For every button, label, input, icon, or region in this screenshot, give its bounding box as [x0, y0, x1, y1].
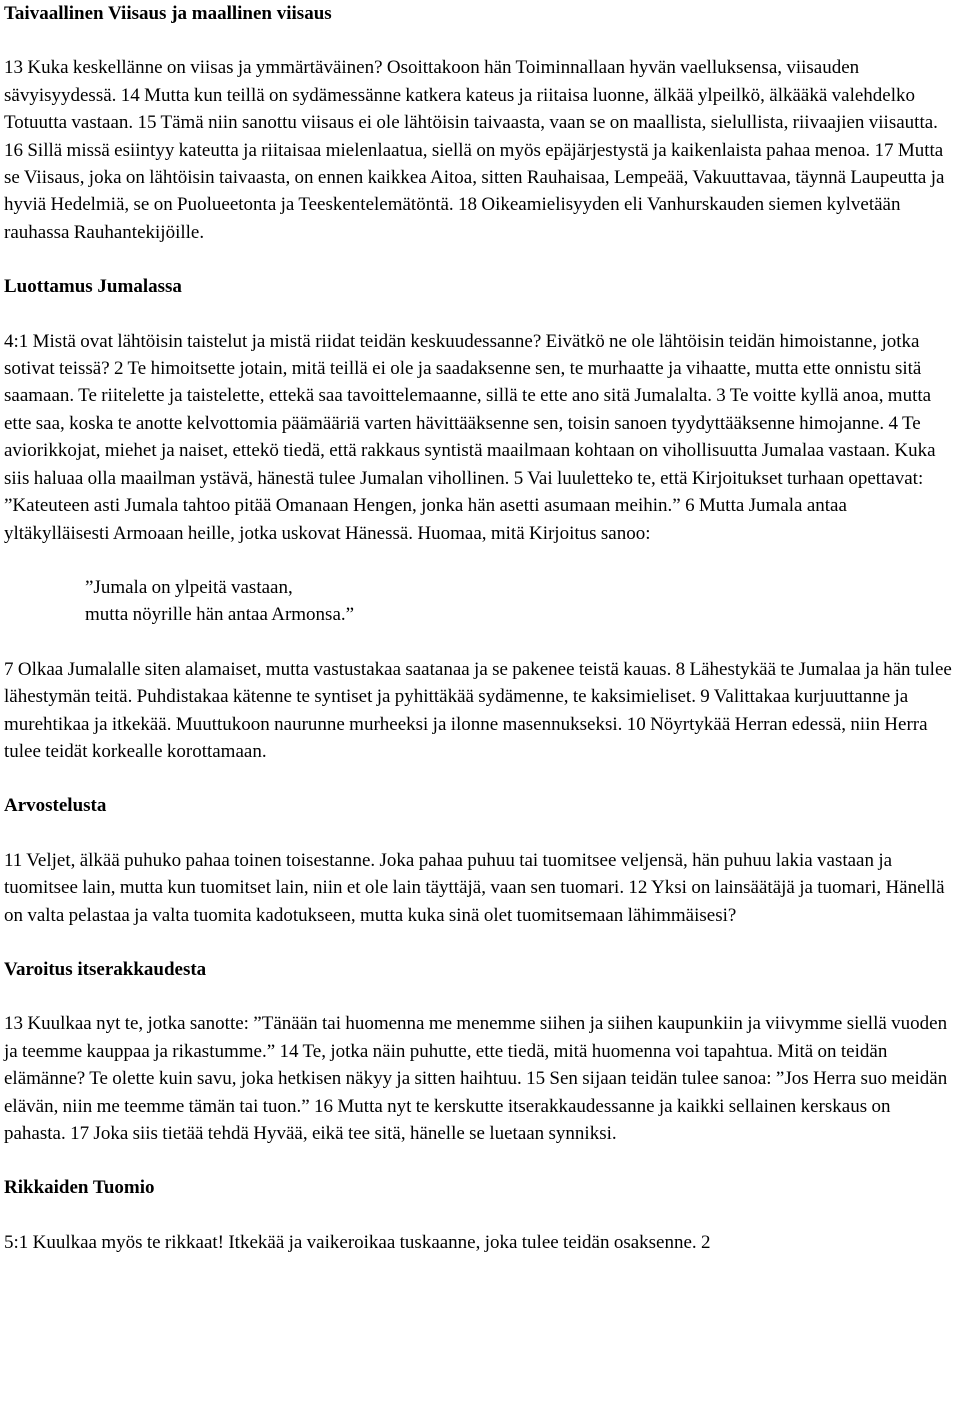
section-heading-trust-in-god: Luottamus Jumalassa: [4, 276, 182, 298]
section-heading-judgment-of-rich: Rikkaiden Tuomio: [4, 1177, 155, 1199]
section-heading-heavenly-wisdom: Taivaallinen Viisaus ja maallinen viisaus: [4, 3, 332, 24]
paragraph-warning-boasting: 13 Kuulkaa nyt te, jotka sanotte: ”Tänään tai huomenna me menemme siihen ja siihen kaupunkiin ja viivymme siellä vuoden ja teemme kauppaa ja rikastumme.” 14 Te, jotka näin puhutte, ette tiedä, mitä huomenna voi tapahtua. Mitä on teidän elämänne? Te olette kuin savu, joka hetkisen näkyy ja sitten haihtuu. 15 Sen sijaan teidän tulee sanoa: ”Jos Herra suo meidän elävän, niin me teemme tämän tai tuon.” 16 Mutta nyt te kerskutte itserakkaudessanne ja kaikki sellainen kerskaus on pahasta. 17 Joka siis tietää tehdä Hyvää, eikä tee sitä, hänelle se luetaan synniksi.: [4, 1013, 948, 1144]
quote-line-2: mutta nöyrille hän antaa Armonsa.”: [85, 604, 355, 626]
section-heading-judging: Arvostelusta: [4, 795, 107, 817]
paragraph-judging: 11 Veljet, älkää puhuko pahaa toinen toisestanne. Joka pahaa puhuu tai tuomitsee veljensä, hän puhuu lakia vastaan ja tuomitsee lain, mutta kun tuomitset lain, niin et ole lain täyttäjä, vaan sen tuomari. 12 Yksi on lainsäätäjä ja tuomari, Hänellä on valta pelastaa ja valta tuomita kadotukseen, mutta kuka sinä olet tuomitsemaan lähimmäisesi?: [4, 849, 945, 926]
paragraph-judgment-of-rich: 5:1 Kuulkaa myös te rikkaat! Itkekää ja vaikeroikaa tuskaanne, joka tulee teidän osaksenne. 2: [4, 1231, 711, 1253]
paragraph-after-quote: 7 Olkaa Jumalalle siten alamaiset, mutta vastustakaa saatanaa ja se pakenee teistä kauas. 8 Lähestykää te Jumalaa ja hän tulee lähestymän teitä. Puhdistakaa kätenne te syntiset ja pyhittäkää sydämenne, te kaksimieliset. 9 Valittakaa kurjuuttanne ja murehtikaa ja itkekää. Muuttukoon naurunne murheeksi ja ilonne masennukseksi. 10 Nöyrtykää Herran edessä, niin Herra tulee teidät korkealle korottamaan.: [4, 658, 952, 762]
paragraph-heavenly-wisdom: 13 Kuka keskellänne on viisas ja ymmärtäväinen? Osoittakoon hän Toiminnallaan hyvän vaelluksensa, viisauden sävyisyydessä. 14 Mutta kun teillä on sydämessänne katkera kateus ja riitaisa luonne, älkää ylpeilkö, älkääkä valehdelko Totuutta vastaan. 15 Tämä niin sanottu viisaus ei ole lähtöisin taivaasta, vaan se on maallista, sielullista, riivaajien viisautta. 16 Sillä missä esiintyy kateutta ja riitaisaa mielenlaatua, siellä on myös epäjärjestystä ja kaikenlaista pahaa menoa. 17 Mutta se Viisaus, joka on lähtöisin taivaasta, on ennen kaikkea Aitoa, sitten Rauhaisaa, Lempeää, Vakuuttavaa, täynnä Laupeutta ja hyviä Hedelmiä, se on Puolueetonta ja Teeskentelemätöntä. 18 Oikeamielisyyden eli Vanhurskauden siemen kylvetään rauhassa Rauhantekijöille.: [4, 57, 945, 243]
section-heading-warning-boasting: Varoitus itserakkaudesta: [4, 958, 207, 980]
paragraph-trust-in-god: 4:1 Mistä ovat lähtöisin taistelut ja mistä riidat teidän keskuudessanne? Eivätkö ne ole lähtöisin teidän himoistanne, jotka sotivat teissä? 2 Te himoitsette jotain, mitä teillä ei ole ja saadaksenne sen, te murhaatte ja vihaatte, mutta ette onnistu sitä saamaan. Te riitelette ja taistelette, ettekä saa tavoittelemaanne, sillä te ette ano sitä Jumalalta. 3 Te voitte kyllä anoa, mutta ette saa, koska te anotte kelvottomia päämääriä varten hävittääksenne sen, toisin sanoen tyydyttääksenne himojanne. 4 Te aviorikkojat, miehet ja naiset, ettekö tiedä, että rakkaus syntistä maailmaan kohtaan on vihollisuutta Jumalaa vastaan. Kuka siis haluaa olla maailman ystävä, hänestä tulee Jumalan vihollinen. 5 Vai luuletteko te, että Kirjoitukset turhaan opettavat: ”Kateuteen asti Jumala tahtoo pitää Omanaan Hengen, jonka hän asetti asumaan meihin.” 6 Mutta Jumala antaa yltäkylläisesti Armoaan heille, jotka uskovat Hänessä. Huomaa, mitä Kirjoitus sanoo:: [4, 330, 936, 544]
quote-line-1: ”Jumala on ylpeitä vastaan,: [85, 576, 293, 598]
